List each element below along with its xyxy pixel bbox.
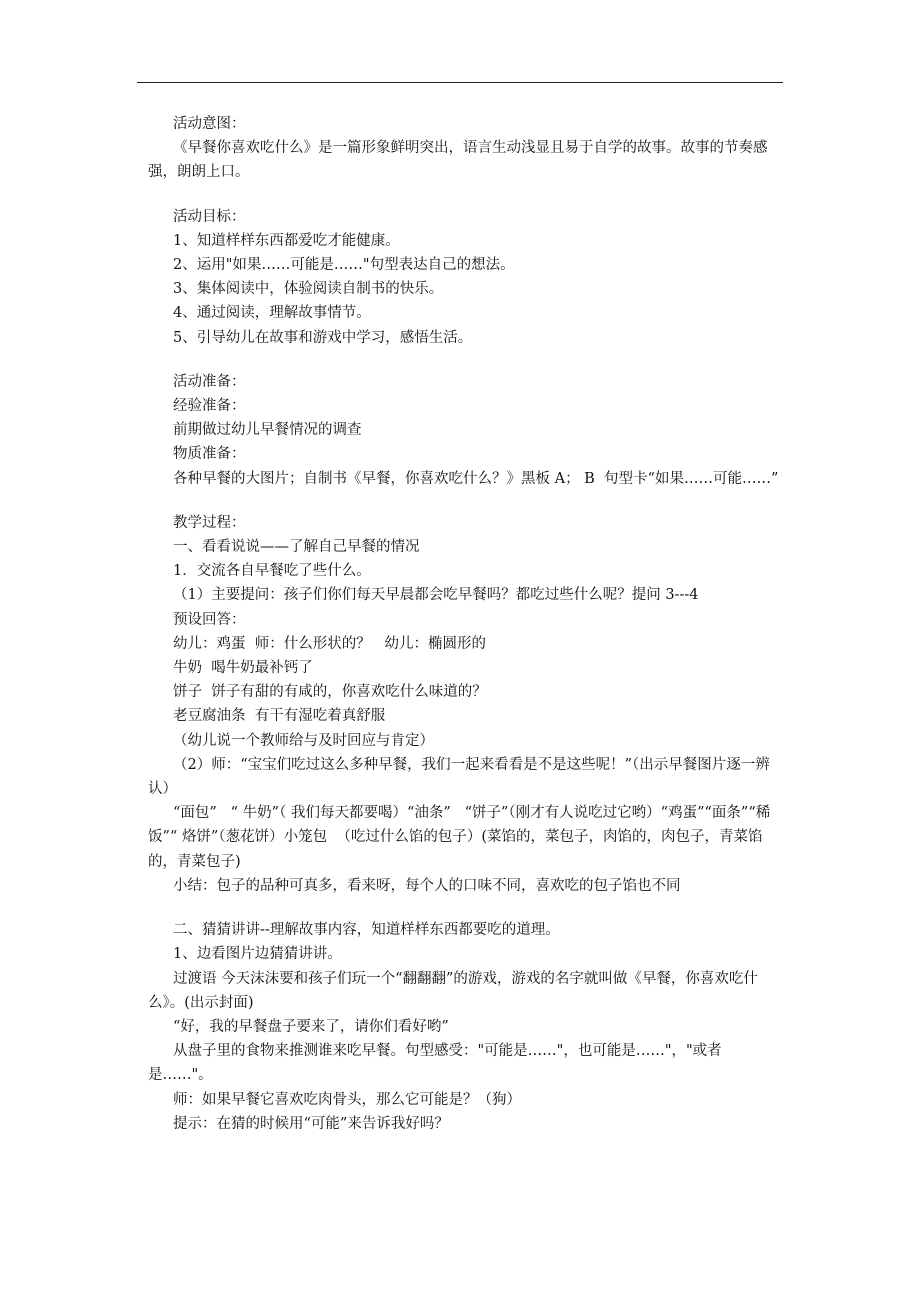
process-line: 1．交流各自早餐吃了些什么。 (173, 563, 371, 580)
goal-item: 5、引导幼儿在故事和游戏中学习，感悟生活。 (173, 329, 473, 346)
goals-heading: 活动目标： (173, 208, 246, 225)
process-line: 一、看看说说——了解自己早餐的情况 (173, 539, 420, 556)
foods-list: “面包” “ 牛奶”（ 我们每天都要喝）“油条” “饼子”（刚才有人说吃过它哟）“鸡蛋”“面条”“稀饭”“ 烙饼”（葱花饼）小笼包 （吃过什么馅的包子）(菜馅的，菜包子，肉馅的，肉包子，青菜馅的，青菜包子) (148, 805, 771, 870)
question-two: （2）师：“宝宝们吃过这么多种早餐，我们一起来看看是不是这些呢！”（出示早餐图片逐一辨认） (148, 756, 770, 798)
process-line: 预设回答： (173, 611, 246, 628)
prep-heading: 活动准备： (173, 373, 246, 390)
process-line: 牛奶 喝牛奶最补钙了 (173, 660, 313, 677)
header-rule (137, 82, 783, 83)
process-line: 老豆腐油条 有干有湿吃着真舒服 (173, 708, 386, 725)
part-two-step: 1、边看图片边猜猜讲讲。 (173, 946, 342, 963)
teacher-question: 师：如果早餐它喜欢吃肉骨头，那么它可能是？（狗） (173, 1091, 521, 1108)
part-two-heading: 二、猜猜讲讲--理解故事内容，知道样样东西都要吃的道理。 (173, 922, 560, 939)
process-line: 幼儿：鸡蛋 师：什么形状的？ 幼儿：椭圆形的 (173, 635, 487, 652)
summary: 小结：包子的品种可真多，看来呀，每个人的口味不同，喜欢吃的包子馅也不同 (173, 877, 681, 894)
process-heading: 教学过程： (173, 514, 246, 531)
process-line: 饼子 饼子有甜的有咸的，你喜欢吃什么味道的？ (173, 684, 487, 701)
prep-materials: 各种早餐的大图片；自制书《早餐，你喜欢吃什么？》黑板 A； B 句型卡“如果……可能……” (173, 470, 779, 487)
process-line: （幼儿说一个教师给与及时回应与肯定） (173, 732, 434, 749)
hint-line: 提示：在猜的时候用“可能”来告诉我好吗？ (173, 1115, 449, 1132)
guess-line: 从盘子里的食物来推测谁来吃早餐。句型感受："可能是……"，也可能是……"，"或者是……"。 (148, 1043, 722, 1084)
document-body (148, 112, 784, 1136)
intent-body: 《早餐你喜欢吃什么》是一篇形象鲜明突出，语言生动浅显且易于自学的故事。故事的节奏感强，朗朗上口。 (148, 140, 768, 181)
process-line: （1）主要提问：孩子们你们每天早晨都会吃早餐吗？都吃过些什么呢？提问 3---4 (173, 587, 699, 604)
transition: 过渡语 今天沫沫要和孩子们玩一个“翻翻翻”的游戏，游戏的名字就叫做《早餐，你喜欢吃什么》。(出示封面) (148, 970, 758, 1011)
intent-heading: 活动意图： (173, 116, 246, 132)
prep-line: 经验准备： (173, 398, 246, 415)
goal-item: 3、集体阅读中，体验阅读自制书的快乐。 (173, 281, 444, 298)
prep-line: 前期做过幼儿早餐情况的调查 (173, 422, 362, 439)
prep-line: 物质准备： (173, 446, 246, 463)
plate-line: “好，我的早餐盘子要来了，请你们看好哟” (173, 1018, 449, 1035)
goal-item: 2、运用"如果……可能是……"句型表达自己的想法。 (173, 257, 515, 274)
goal-item: 1、知道样样东西都爱吃才能健康。 (173, 232, 400, 249)
goal-item: 4、通过阅读，理解故事情节。 (173, 305, 371, 322)
